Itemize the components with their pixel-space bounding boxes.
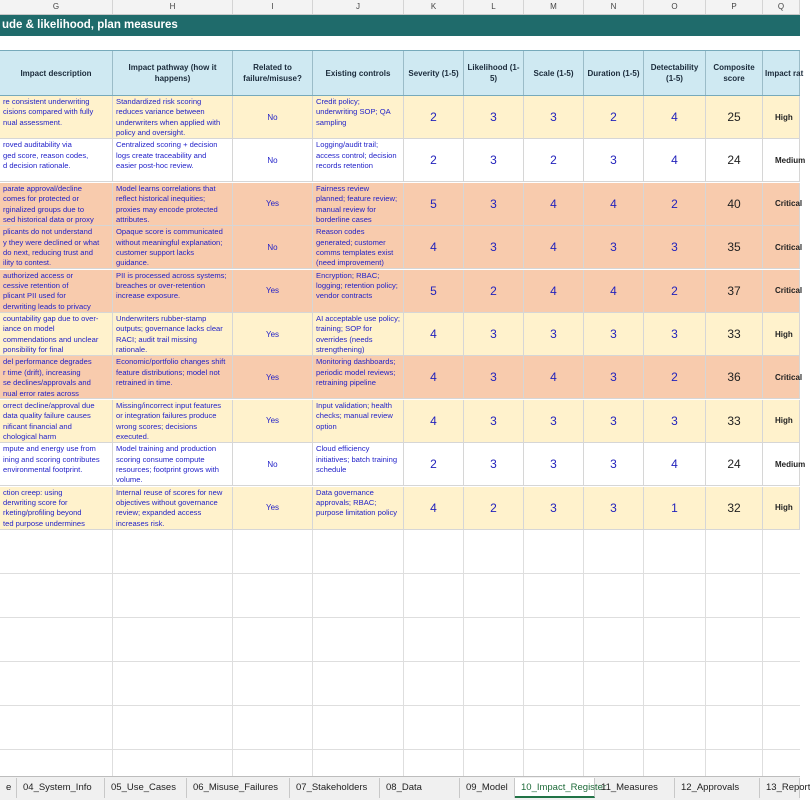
column-letter-l[interactable]: L [464,0,524,14]
desc-text: orrect decline/approval due data quality failure causes nificant financial and chological harm [3,400,95,442]
grid-line [312,530,313,776]
duration-score: 3 [610,240,617,255]
likelihood-score: 2 [490,283,497,298]
severity-score: 2 [430,110,437,124]
cell-rating[interactable] [763,356,803,398]
cell-pathway[interactable] [113,183,233,225]
controls-text: Encryption; RBAC; logging; retention policy; vendor contracts [316,270,398,301]
section-banner [0,15,800,37]
cell-duration[interactable] [584,443,644,485]
composite-score: 37 [727,283,741,298]
cell-detectability[interactable] [644,139,706,181]
header-cell[interactable]: Composite score [706,51,763,95]
composite-score: 33 [727,327,741,341]
sheet-tab-09-model[interactable]: 09_Model [460,778,515,798]
header-cell[interactable]: Scale (1-5) [524,51,584,95]
pathway-text: Standardized risk scoring reduces variance between underwriters when applied with policy and oversight. [116,97,221,138]
column-letter-p[interactable]: P [706,0,763,14]
cell-rating[interactable] [763,487,800,529]
cell-controls[interactable] [313,400,404,442]
likelihood-score: 3 [490,196,497,211]
scale-score: 4 [550,196,557,211]
cell-composite[interactable] [706,400,763,442]
impact-rating: Critical [775,286,803,296]
composite-score: 32 [727,500,741,515]
column-letter-o[interactable]: O [644,0,706,14]
pathway-text: Model training and production scoring consume compute resources; footprint grows with volume. [116,444,219,485]
cell-related[interactable] [233,183,313,225]
impact-rating: Critical [775,242,803,252]
cell-duration[interactable] [584,226,644,268]
impact-rating: Medium [775,155,806,165]
cell-detectability[interactable] [644,487,706,529]
cell-duration[interactable] [584,400,644,442]
desc-text: del performance degrades r time (drift), increasing se declines/approvals and nual error rates across [3,357,92,398]
cell-duration[interactable] [584,139,644,181]
duration-score: 4 [610,283,617,298]
cell-scale[interactable] [524,356,584,398]
cell-controls[interactable] [313,226,404,268]
cell-rating[interactable] [763,313,800,355]
column-letter-q[interactable]: Q [763,0,800,14]
cell-desc[interactable] [0,270,113,312]
cell-severity[interactable] [404,313,464,355]
sheet-tab-bar [0,776,810,800]
table-row [0,487,800,530]
sheet-tab-e[interactable]: e [0,778,17,798]
header-cell[interactable]: Likelihood (1-5) [464,51,524,95]
related-value: Yes [265,416,280,426]
grid-line [705,530,706,776]
desc-text: mpute and energy use from ining and scoring contributes environmental footprint. [3,444,100,474]
cell-detectability[interactable] [644,270,706,312]
cell-rating[interactable] [763,270,803,312]
impact-rating: High [775,112,793,122]
cell-duration[interactable] [584,183,644,225]
controls-text: Monitoring dashboards; periodic model reviews; retraining pipeline [316,357,396,388]
cell-scale[interactable] [524,400,584,442]
composite-score: 24 [727,457,741,472]
cell-composite[interactable] [706,139,763,181]
severity-score: 2 [430,153,437,168]
sheet-tab-13-report[interactable]: 13_Report [760,778,800,798]
cell-desc[interactable] [0,400,113,442]
detectability-score: 2 [671,283,678,298]
cell-related[interactable] [233,400,313,442]
cell-controls[interactable] [313,443,404,485]
scale-score: 4 [550,370,557,385]
impact-rating: High [775,329,793,339]
desc-text: countability gap due to over- iance on model commendations and unclear ponsibility for final [3,314,99,355]
detectability-score: 4 [671,110,678,124]
empty-row[interactable] [0,706,800,750]
cell-pathway[interactable] [113,356,233,398]
cell-desc[interactable] [0,96,113,138]
cell-pathway[interactable] [113,270,233,312]
banner-title: ude & likelihood, plan measures [2,19,178,31]
impact-rating: Critical [775,199,803,209]
cell-detectability[interactable] [644,356,706,398]
cell-rating[interactable] [763,226,803,268]
severity-score: 4 [430,370,437,385]
header-cell[interactable]: Duration (1-5) [584,51,644,95]
likelihood-score: 3 [490,457,497,472]
controls-text: Reason codes generated; customer comms templates exist (need improvement) [316,227,394,268]
detectability-score: 3 [671,413,678,428]
cell-likelihood[interactable] [464,400,524,442]
cell-related[interactable] [233,487,313,529]
related-value: Yes [265,199,280,209]
likelihood-score: 3 [490,370,497,385]
cell-scale[interactable] [524,139,584,181]
cell-duration[interactable] [584,270,644,312]
empty-row[interactable] [0,662,800,706]
composite-score: 25 [727,110,741,124]
controls-text: Credit policy; underwriting SOP; QA sampling [316,97,391,127]
scale-score: 4 [550,283,557,298]
grid-line [762,530,763,776]
cell-composite[interactable] [706,443,763,485]
table-row [0,313,800,356]
detectability-score: 4 [671,457,678,472]
cell-severity[interactable] [404,139,464,181]
impact-rating: High [775,503,793,513]
cell-desc[interactable] [0,356,113,398]
cell-rating[interactable] [763,443,806,485]
cell-scale[interactable] [524,487,584,529]
header-cell[interactable]: Impact pathway (how it happens) [113,51,233,95]
table-row [0,270,803,313]
desc-text: re consistent underwriting cisions compared with fully nual assessment. [3,97,94,127]
detectability-score: 3 [671,327,678,341]
cell-detectability[interactable] [644,400,706,442]
likelihood-score: 3 [490,240,497,255]
cell-severity[interactable] [404,443,464,485]
cell-severity[interactable] [404,226,464,268]
desc-text: authorized access or cessive retention of plicant PII used for derwriting leads to privacy [3,270,91,311]
cell-controls[interactable] [313,183,404,225]
cell-desc[interactable] [0,139,113,181]
grid-line [112,530,113,776]
table-row [0,96,800,139]
table-row [0,139,806,182]
cell-detectability[interactable] [644,313,706,355]
severity-score: 2 [430,457,437,472]
grid-line [463,530,464,776]
cell-desc[interactable] [0,313,113,355]
table-row [0,400,800,443]
cell-likelihood[interactable] [464,313,524,355]
controls-text: Data governance approvals; RBAC; purpose limitation policy [316,487,398,518]
cell-severity[interactable] [404,400,464,442]
scale-score: 3 [550,110,557,124]
cell-pathway[interactable] [113,443,233,485]
related-value: Yes [265,329,280,339]
cell-composite[interactable] [706,96,763,138]
composite-score: 35 [727,240,741,255]
scale-score: 4 [550,240,557,255]
cell-related[interactable] [233,96,313,138]
cell-controls[interactable] [313,139,404,181]
detectability-score: 4 [671,153,678,168]
cell-detectability[interactable] [644,183,706,225]
empty-row[interactable] [0,530,800,574]
scale-score: 3 [550,327,557,341]
cell-composite[interactable] [706,313,763,355]
composite-score: 40 [727,196,741,211]
cell-likelihood[interactable] [464,139,524,181]
cell-controls[interactable] [313,356,404,398]
scale-score: 2 [550,153,557,168]
likelihood-score: 3 [490,327,497,341]
severity-score: 4 [430,413,437,428]
table-row [0,226,803,269]
column-letter-i[interactable]: I [233,0,313,14]
related-value: Yes [265,286,280,296]
table-header-row [0,50,804,96]
column-letter-g[interactable]: G [0,0,113,14]
cell-controls[interactable] [313,96,404,138]
pathway-text: PII is processed across systems; breaches or over-retention increase exposure. [116,270,227,301]
column-header-bar [0,0,800,15]
severity-score: 5 [430,196,437,211]
duration-score: 2 [610,110,617,124]
header-cell[interactable]: Severity (1-5) [404,51,464,95]
cell-controls[interactable] [313,487,404,529]
scale-score: 3 [550,413,557,428]
cell-composite[interactable] [706,487,763,529]
desc-text: ction creep: using derwriting score for rketing/profiling beyond ted purpose undermines [3,487,85,528]
sheet-tab-11-measures[interactable]: 11_Measures [595,778,675,798]
cell-duration[interactable] [584,313,644,355]
impact-rating: Critical [775,372,803,382]
header-cell[interactable]: Related to failure/misuse? [233,51,313,95]
likelihood-score: 2 [490,500,497,515]
duration-score: 3 [610,500,617,515]
desc-text: plicants do not understand y they were declined or what do next, reducing trust and ility to contest. [3,227,100,268]
severity-score: 5 [430,283,437,298]
likelihood-score: 3 [490,110,497,124]
grid-line [403,530,404,776]
column-letter-k[interactable]: K [404,0,464,14]
cell-severity[interactable] [404,96,464,138]
cell-severity[interactable] [404,356,464,398]
cell-related[interactable] [233,139,313,181]
cell-composite[interactable] [706,356,763,398]
pathway-text: Missing/incorrect input features or integration failures produce wrong scores; decisions executed. [116,400,222,442]
cell-scale[interactable] [524,96,584,138]
sheet-tab-04-system-info[interactable]: 04_System_Info [17,778,105,798]
grid-line [523,530,524,776]
cell-likelihood[interactable] [464,96,524,138]
controls-text: Cloud efficiency initiatives; batch training schedule [316,444,398,474]
duration-score: 3 [610,153,617,168]
detectability-score: 1 [671,500,678,515]
header-cell[interactable]: Detectability (1-5) [644,51,706,95]
cell-rating[interactable] [763,96,800,138]
pathway-text: Economic/portfolio changes shift feature distributions; model not retrained in time. [116,357,226,388]
cell-pathway[interactable] [113,96,233,138]
cell-detectability[interactable] [644,443,706,485]
duration-score: 3 [610,457,617,472]
controls-text: Input validation; health checks; manual review option [316,400,393,431]
related-value: No [267,155,278,165]
severity-score: 4 [430,240,437,255]
grid-line [232,530,233,776]
duration-score: 3 [610,327,617,341]
cell-duration[interactable] [584,356,644,398]
cell-duration[interactable] [584,487,644,529]
cell-pathway[interactable] [113,226,233,268]
cell-likelihood[interactable] [464,443,524,485]
cell-likelihood[interactable] [464,226,524,268]
pathway-text: Opaque score is communicated without meaningful explanation; customer support lacks guidance. [116,227,223,268]
cell-pathway[interactable] [113,313,233,355]
sheet-tab-07-stakeholders[interactable]: 07_Stakeholders [290,778,380,798]
cell-likelihood[interactable] [464,356,524,398]
scale-score: 3 [550,457,557,472]
related-value: Yes [265,372,280,382]
related-value: Yes [265,503,280,513]
cell-severity[interactable] [404,487,464,529]
cell-controls[interactable] [313,270,404,312]
table-row [0,183,803,226]
controls-text: Fairness review planned; feature review; manual review for borderline cases [316,183,398,225]
detectability-score: 2 [671,196,678,211]
sheet-tab-12-approvals[interactable]: 12_Approvals [675,778,760,798]
cell-desc[interactable] [0,226,113,268]
severity-score: 4 [430,500,437,515]
composite-score: 33 [727,413,741,428]
cell-composite[interactable] [706,226,763,268]
cell-scale[interactable] [524,183,584,225]
scale-score: 3 [550,500,557,515]
impact-rating: Medium [775,459,806,469]
duration-score: 3 [610,413,617,428]
grid-line [583,530,584,776]
empty-row[interactable] [0,618,800,662]
sheet-tab-10-impact-register[interactable]: 10_Impact_Register [515,778,595,798]
cell-rating[interactable] [763,183,803,225]
cell-desc[interactable] [0,443,113,485]
column-letter-n[interactable]: N [584,0,644,14]
column-letter-m[interactable]: M [524,0,584,14]
severity-score: 4 [430,327,437,341]
cell-severity[interactable] [404,270,464,312]
cell-related[interactable] [233,270,313,312]
cell-detectability[interactable] [644,226,706,268]
cell-pathway[interactable] [113,139,233,181]
cell-likelihood[interactable] [464,270,524,312]
header-cell[interactable]: Existing controls [313,51,404,95]
desc-text: parate approval/decline comes for protected or rginalized groups due to sed historical data or proxy [3,183,94,225]
cell-desc[interactable] [0,183,113,225]
cell-scale[interactable] [524,443,584,485]
pathway-text: Model learns correlations that reflect historical inequities; proxies may encode protected attributes. [116,183,218,225]
cell-likelihood[interactable] [464,487,524,529]
cell-scale[interactable] [524,313,584,355]
table-row [0,443,806,486]
cell-controls[interactable] [313,313,404,355]
sheet-tab-08-data[interactable]: 08_Data [380,778,460,798]
cell-rating[interactable] [763,139,806,181]
header-cell[interactable]: Impact description [0,51,113,95]
column-letter-j[interactable]: J [313,0,404,14]
pathway-text: Centralized scoring + decision logs create traceability and easier post-hoc review. [116,140,218,171]
cell-duration[interactable] [584,96,644,138]
cell-composite[interactable] [706,183,763,225]
duration-score: 4 [610,196,617,211]
composite-score: 36 [727,370,741,385]
likelihood-score: 3 [490,413,497,428]
empty-row[interactable] [0,574,800,618]
cell-pathway[interactable] [113,400,233,442]
impact-rating: High [775,416,793,426]
cell-related[interactable] [233,226,313,268]
controls-text: Logging/audit trail; access control; decision records retention [316,140,397,171]
sheet-tab-06-misuse-failures[interactable]: 06_Misuse_Failures [187,778,290,798]
cell-likelihood[interactable] [464,183,524,225]
cell-related[interactable] [233,356,313,398]
cell-scale[interactable] [524,226,584,268]
detectability-score: 3 [671,240,678,255]
pathway-text: Underwriters rubber-stamp outputs; governance lacks clear RACI; audit trail missing rationale. [116,314,223,355]
column-letter-h[interactable]: H [113,0,233,14]
pathway-text: Internal reuse of scores for new objectives without governance review; expanded access increases risk. [116,487,223,528]
cell-rating[interactable] [763,400,800,442]
related-value: No [267,459,278,469]
desc-text: roved auditability via ged score, reason codes, d decision rationale. [3,140,89,171]
cell-scale[interactable] [524,270,584,312]
composite-score: 24 [727,153,741,168]
detectability-score: 2 [671,370,678,385]
duration-score: 3 [610,370,617,385]
table-row [0,356,803,399]
cell-pathway[interactable] [113,487,233,529]
header-cell[interactable]: Impact rat [763,51,800,95]
cell-detectability[interactable] [644,96,706,138]
related-value: No [267,112,278,122]
cell-composite[interactable] [706,270,763,312]
cell-related[interactable] [233,443,313,485]
sheet-tab-05-use-cases[interactable]: 05_Use_Cases [105,778,187,798]
controls-text: AI acceptable use policy; training; SOP for overrides (needs strengthening) [316,314,401,355]
cell-desc[interactable] [0,487,113,529]
related-value: No [267,242,278,252]
cell-related[interactable] [233,313,313,355]
cell-severity[interactable] [404,183,464,225]
grid-line [643,530,644,776]
likelihood-score: 3 [490,153,497,168]
